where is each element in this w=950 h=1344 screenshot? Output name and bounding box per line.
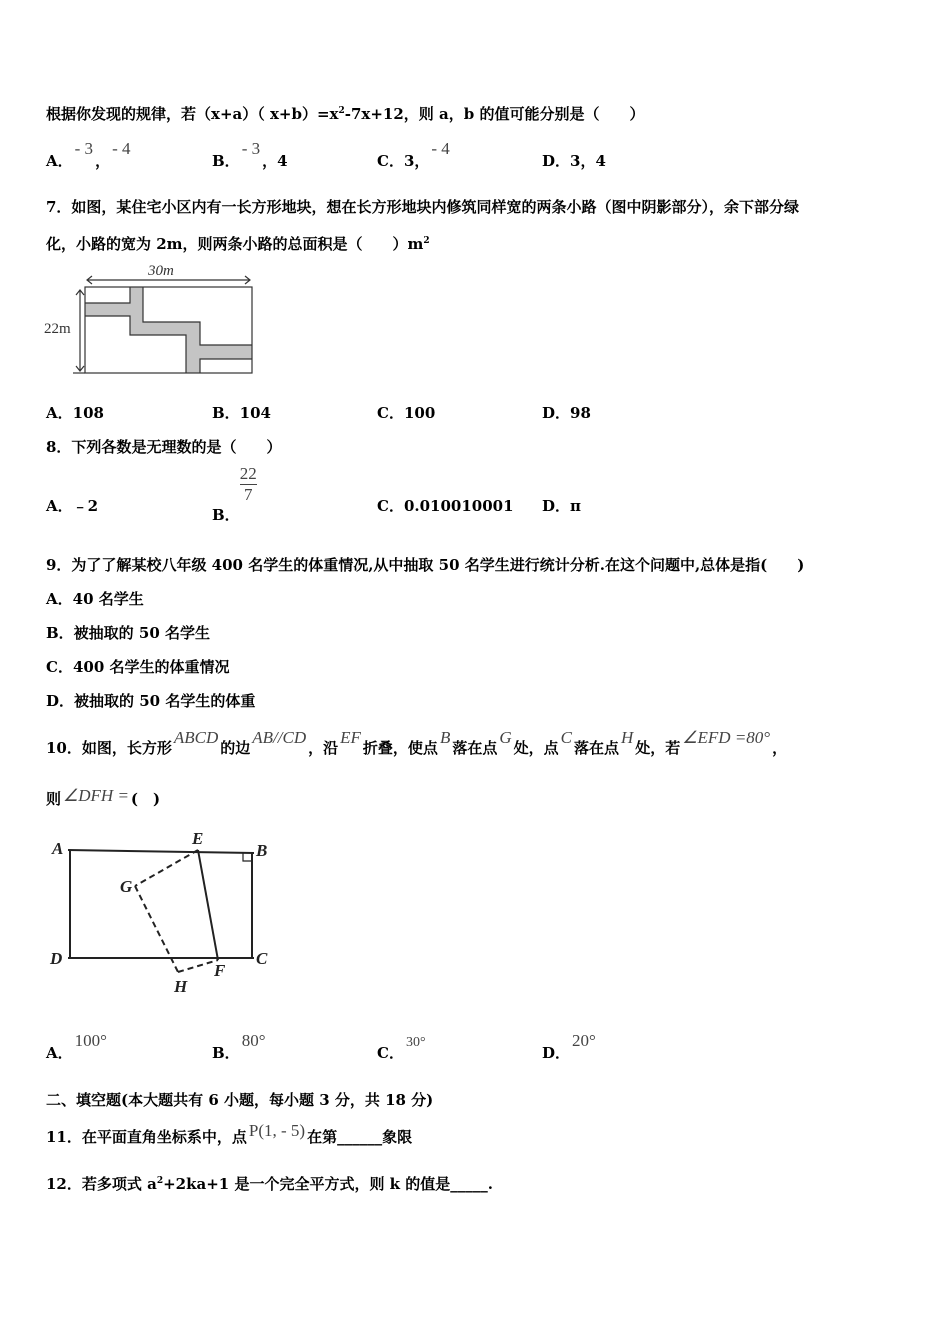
q12-stem: 12．若多项式 $a^2+2ka+1$ 是一个完全平方式，则 k 的值是_____. <box>46 1175 493 1193</box>
q8-option-a[interactable]: A．﹣2 <box>46 497 99 515</box>
q10-option-d[interactable]: D．20° <box>542 1031 596 1062</box>
q8-option-c[interactable]: C．0.010010001 <box>377 497 514 515</box>
fraction: $\frac{22}{7}$ <box>239 464 257 504</box>
q9-option-a[interactable]: A．40 名学生 <box>46 590 144 608</box>
q7-option-c[interactable]: C．100 <box>377 404 436 422</box>
q7-stem-line1: 7．如图，某住宅小区内有一长方形地块，想在长方形地块内修筑同样宽的两条小路（图中阴影部分），余下部分绿 <box>46 198 799 216</box>
width-label: 30m <box>148 263 174 279</box>
q9-option-c[interactable]: C．400 名学生的体重情况 <box>46 658 230 676</box>
q8-stem: 8．下列各数是无理数的是（ ） <box>46 438 282 456</box>
q6-option-b[interactable]: B．- 3，4 <box>212 139 288 170</box>
q9-option-d[interactable]: D．被抽取的 50 名学生的体重 <box>46 692 256 710</box>
q8-option-b[interactable]: B． $\frac{22}{7}$ <box>212 464 257 524</box>
label-g: G <box>120 877 133 896</box>
q7-option-a[interactable]: A．108 <box>46 404 104 422</box>
height-label: 22m <box>44 321 71 337</box>
q10-stem-line2: 则 ∠DFH = ( ) <box>46 786 161 808</box>
label-d: D <box>50 949 63 968</box>
label-h: H <box>174 977 188 996</box>
label-a: A <box>52 839 64 858</box>
q10-stem-line1: 10．如图，长方形ABCD的边AB//CD，沿EF折叠，使点B落在点G处，点C落在点H处，若∠EFD =80°， <box>46 728 788 757</box>
q10-option-c[interactable]: C．30° <box>377 1035 426 1062</box>
q6-stem: 根据你发现的规律，若（x+a）（ $x+b)=x^2-7x+12$，则 a，b 的值可能分别是（ ） <box>46 105 645 123</box>
q11-stem: 11．在平面直角坐标系中，点 P(1, - 5) 在第______象限 <box>46 1121 413 1146</box>
label-c: C <box>256 949 268 968</box>
label-b: B <box>256 841 268 860</box>
q7-option-b[interactable]: B．104 <box>212 404 271 422</box>
q7-option-d[interactable]: D．98 <box>542 404 591 422</box>
q6-option-c[interactable]: C．3，- 4 <box>377 139 450 170</box>
label-e: E <box>192 829 204 848</box>
label-f: F <box>214 961 226 980</box>
section-heading: 二、填空题(本大题共有 6 小题，每小题 3 分，共 18 分) <box>46 1091 434 1109</box>
q10-figure <box>40 820 290 1005</box>
q10-option-b[interactable]: B．80° <box>212 1031 266 1062</box>
q10-option-a[interactable]: A．100° <box>46 1031 107 1062</box>
q6-option-a[interactable]: A．- 3，- 4 <box>46 139 131 170</box>
q6-option-d[interactable]: D．3，4 <box>542 152 606 170</box>
q7-stem-line2: 化，小路的宽为 2m，则两条小路的总面积是（ ）$m^2$ <box>46 235 430 253</box>
q7-figure <box>40 255 270 385</box>
q8-option-d[interactable]: D．π <box>542 497 581 515</box>
q9-stem: 9．为了了解某校八年级 400 名学生的体重情况,从中抽取 50 名学生进行统计分析.在这个问题中,总体是指( ) <box>46 556 805 574</box>
q9-option-b[interactable]: B．被抽取的 50 名学生 <box>46 624 210 642</box>
